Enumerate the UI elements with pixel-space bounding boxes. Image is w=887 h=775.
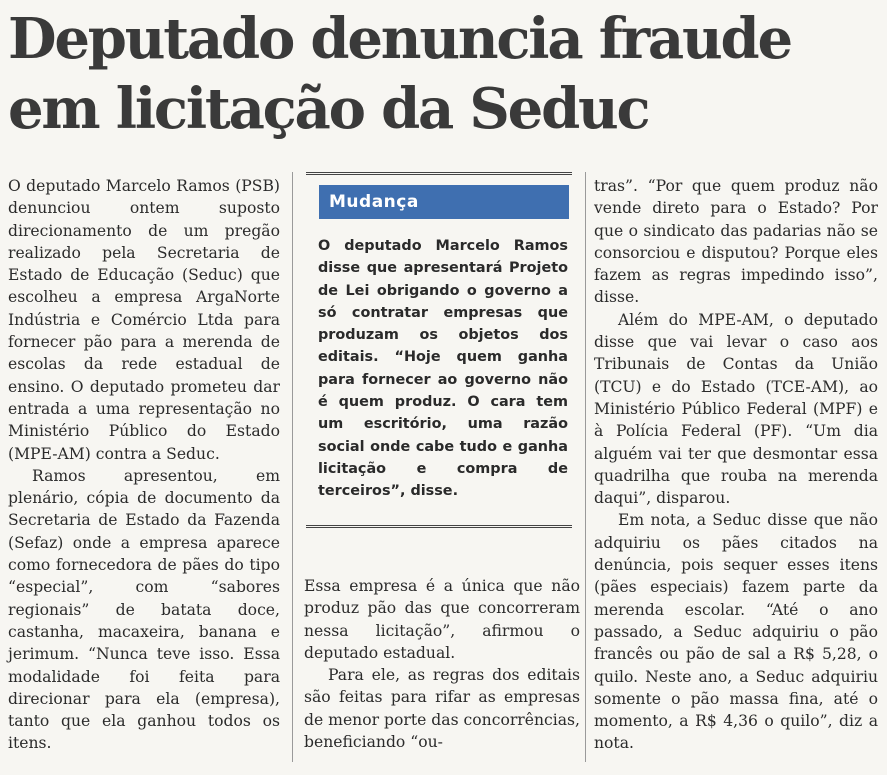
- column-divider: [292, 172, 293, 762]
- paragraph: tras”. “Por que quem produz não vende direto para o Estado? Por que o sindicato das padarias não se consorciou e disputou? Porque eles fazem as regras impedindo isso”, disse.: [594, 177, 878, 307]
- paragraph: Em nota, a Seduc disse que não adquiriu os pães citados na denúncia, pois sequer esses itens (pães especiais) fazem parte da merenda escolar. “Até o ano passado, a Seduc adquiriu o pão francês ou pão de sal a R$ 5,28, o quilo. Neste ano, a Seduc adquiriu somente o pão massa fina, até o momento, a R$ 4,36 o quilo”, diz a nota.: [594, 511, 878, 753]
- paragraph: Ramos apresentou, em plenário, cópia de documento da Secretaria de Estado da Fazenda (Sefaz) onde a empresa aparece como fornecedora de pães do tipo “especial”, com “sabores regionais” de batata doce, castanha, macaxeira, banana e jerimum. “Nunca teve isso. Essa modalidade foi feita para direcionar para ela (empresa), tanto que ela ganhou todos os itens.: [8, 466, 280, 753]
- paragraph: Essa empresa é a única que não produz pão das que concorreram nessa licitação”, afirmou o deputado estadual.: [304, 577, 580, 662]
- sidebar-text: O deputado Marcelo Ramos disse que apresentará Projeto de Lei obrigando o governo a só contratar empresas que produzam os objetos dos editais. “Hoje quem ganha para fornecer ao governo não é quem produz. O cara tem um escritório, uma razão social onde cabe tudo e ganha licitação e compra de terceiros”, disse.: [318, 238, 568, 500]
- headline: [8, 4, 880, 144]
- paragraph: Além do MPE-AM, o deputado disse que vai levar o caso aos Tribunais de Contas da União (TCU) e do Estado (TCE-AM), ao Ministério Público Federal (MPF) e à Polícia Federal (PF). “Um dia alguém vai ter que desmontar essa quadrilha que rouba na merenda daqui”, disparou.: [594, 310, 878, 508]
- column-left: [8, 175, 280, 755]
- column-divider: [585, 172, 586, 762]
- headline-line-2: em licitação da Seduc: [8, 76, 649, 142]
- paragraph: Para ele, as regras dos editais são feitas para rifar as empresas de menor porte das concorrências, beneficiando “ou-: [304, 666, 580, 752]
- paragraph: O deputado Marcelo Ramos (PSB) denunciou ontem suposto direcionamento de um pregão realizado pela Secretaria de Estado de Educação (Seduc) que escolheu a empresa ArgaNorte Indústria e Comércio Ltda para fornecer pão para a merenda de escolas da rede estadual de ensino. O deputado prometeu dar entrada a uma representação no Ministério Público do Estado (MPE-AM) contra a Seduc.: [8, 177, 280, 463]
- column-middle: [304, 575, 580, 753]
- headline-line-1: Deputado denuncia fraude: [8, 6, 791, 72]
- column-right: [594, 175, 878, 755]
- sidebar-tag: Mudança: [319, 185, 569, 219]
- sidebar-box: [306, 172, 572, 528]
